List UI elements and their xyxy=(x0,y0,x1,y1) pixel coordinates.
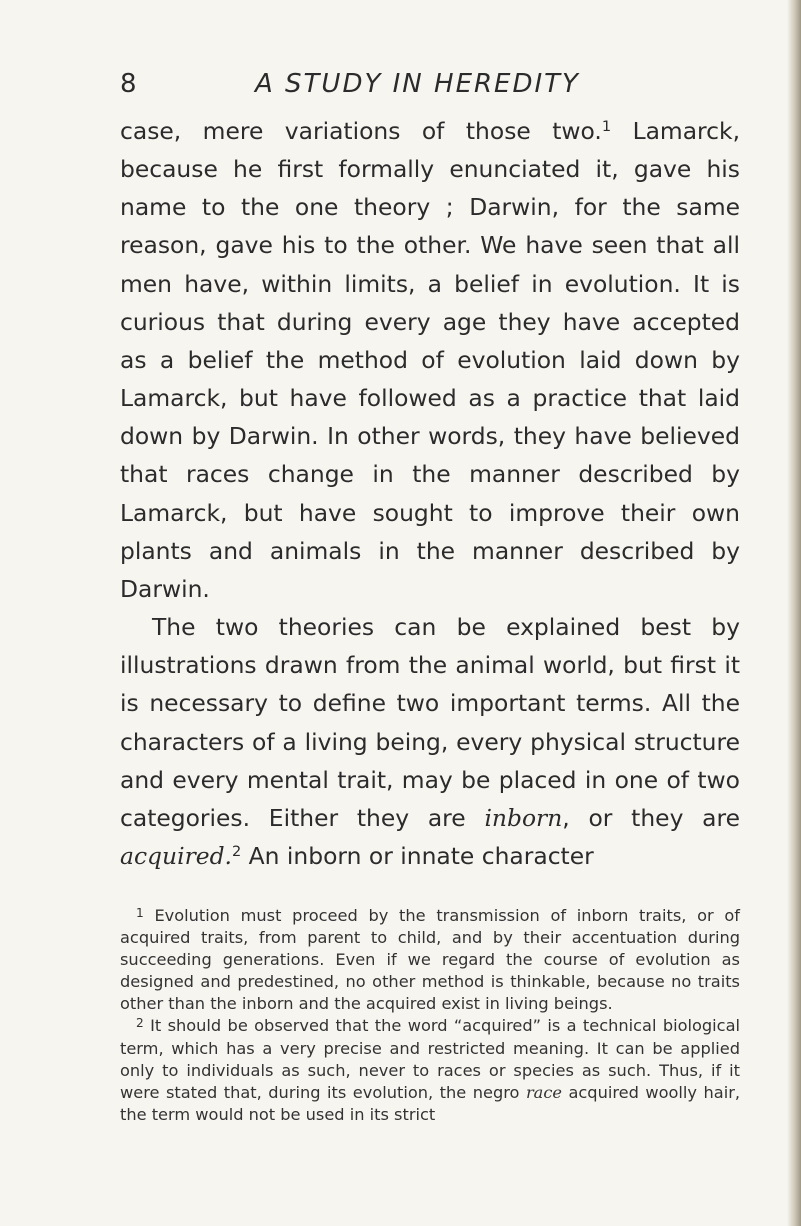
paragraph-2-mid: , or they are xyxy=(562,803,740,832)
footnote-2-text-a: It should be observed that the word “acquired” is a technical biological term, which has a very precise and restricted meaning. It can be applied only to individuals as such, never to races or species as such. Thus, if it were stated that, during its evolution, the negro xyxy=(120,1016,740,1102)
footnote-1 xyxy=(120,905,740,1015)
term-inborn: inborn xyxy=(484,803,563,832)
paragraph-2-end: An inborn or innate character xyxy=(241,841,594,870)
running-header xyxy=(120,66,740,102)
footnote-ref-1: 1 xyxy=(601,119,612,136)
footnote-2-term-race: race xyxy=(525,1082,562,1102)
footnote-2 xyxy=(120,1015,740,1125)
paragraph-1-start: case, mere variations of those two. xyxy=(120,117,602,145)
paragraph-1 xyxy=(120,112,740,608)
footnote-ref-2: 2 xyxy=(232,844,242,860)
page-number: 8 xyxy=(120,69,137,99)
term-acquired: acquired. xyxy=(120,841,232,870)
paragraph-1-rest: Lamarck, because he first formally enunciated it, gave his name to the one theory ; Darwin, for the same reason, gave his to the other. We have seen that all men have, within limits, a belief in evolution. It is curious that during every age they have accepted as a belief the method of evolution laid down by Lamarck, but have followed as a practice that laid down by Darwin. In other words, they have believed that races change in the manner described by Lamarck, but have sought to improve their own plants and animals in the manner described by Darwin. xyxy=(120,117,740,603)
footnote-1-mark: 1 xyxy=(136,905,144,920)
footnote-1-text: Evolution must proceed by the transmission of inborn traits, or of acquired traits, from parent to child, and by their accentuation during succeeding generations. Even if we regard the course of evolution as designed and predestined, no other method is thinkable, because no traits other than the inborn and the acquired exist in living beings. xyxy=(120,906,740,1014)
page-edge-shadow xyxy=(787,0,801,1226)
paragraph-2 xyxy=(120,608,740,875)
running-title: A STUDY IN HEREDITY xyxy=(255,69,580,99)
footnotes xyxy=(120,905,740,1126)
footnote-2-mark: 2 xyxy=(136,1016,144,1031)
paragraph-2-start: The two theories can be explained best by illustrations drawn from the animal world, but first it is necessary to define two important terms. All the characters of a living being, every physical structure and every mental trait, may be placed in one of two categories. Either they are xyxy=(120,613,740,832)
body-text xyxy=(120,112,740,875)
footnote-2-text-b: acquired woolly hair, the term would not be used in its strict xyxy=(120,1082,740,1124)
